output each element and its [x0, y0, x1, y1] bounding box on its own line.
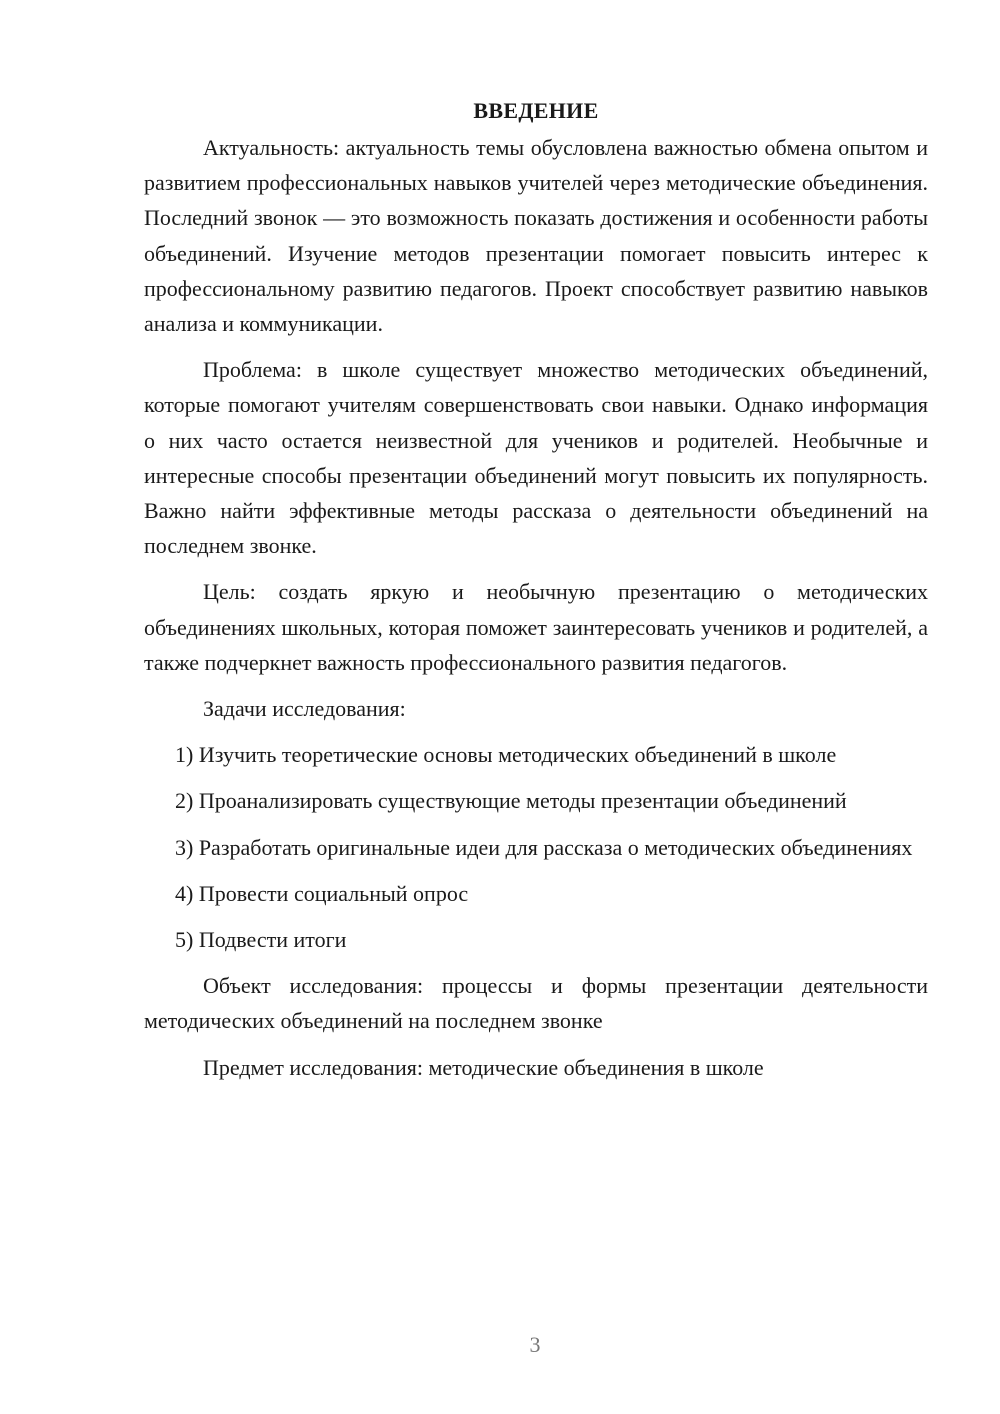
task-item: 4) Провести социальный опрос	[175, 880, 469, 906]
research-object-paragraph: Объект исследования: процессы и формы презентации деятельности методических объединений на последнем звонке	[144, 973, 928, 1034]
task-item: 5) Подвести итоги	[175, 927, 347, 953]
relevance-paragraph: Актуальность: актуальность темы обусловлена важностью обмена опытом и развитием профессиональных навыков учителей через методические объединения. Последний звонок — это возможность показать достижения и особенности работы объединений. Изучение методов презентации помогает повысить интерес к профессиональному развитию педагогов. Проект способствует развитию навыков анализа и коммуникации.	[144, 135, 928, 337]
section-title: ВВЕДЕНИЕ	[473, 98, 599, 123]
research-subject-paragraph: Предмет исследования: методические объединения в школе	[203, 1054, 764, 1080]
goal-paragraph: Цель: создать яркую и необычную презентацию о методических объединениях школьных, которая поможет заинтересовать учеников и родителей, а также подчеркнет важность профессионального развития педагогов.	[144, 579, 928, 675]
task-item: 2) Проанализировать существующие методы презентации объединений	[175, 788, 847, 814]
task-item: 3) Разработать оригинальные идеи для рассказа о методических объединениях	[175, 834, 913, 860]
document-page	[144, 96, 928, 1096]
page-number: 3	[529, 1332, 541, 1357]
tasks-heading: Задачи исследования:	[203, 696, 406, 722]
problem-paragraph: Проблема: в школе существует множество методических объединений, которые помогают учителям совершенствовать свои навыки. Однако информация о них часто остается неизвестной для учеников и родителей. Необычные и интересные способы презентации объединений могут повысить их популярность. Важно найти эффективные методы рассказа о деятельности объединений на последнем звонке.	[144, 357, 928, 559]
task-item: 1) Изучить теоретические основы методических объединений в школе	[175, 742, 837, 768]
